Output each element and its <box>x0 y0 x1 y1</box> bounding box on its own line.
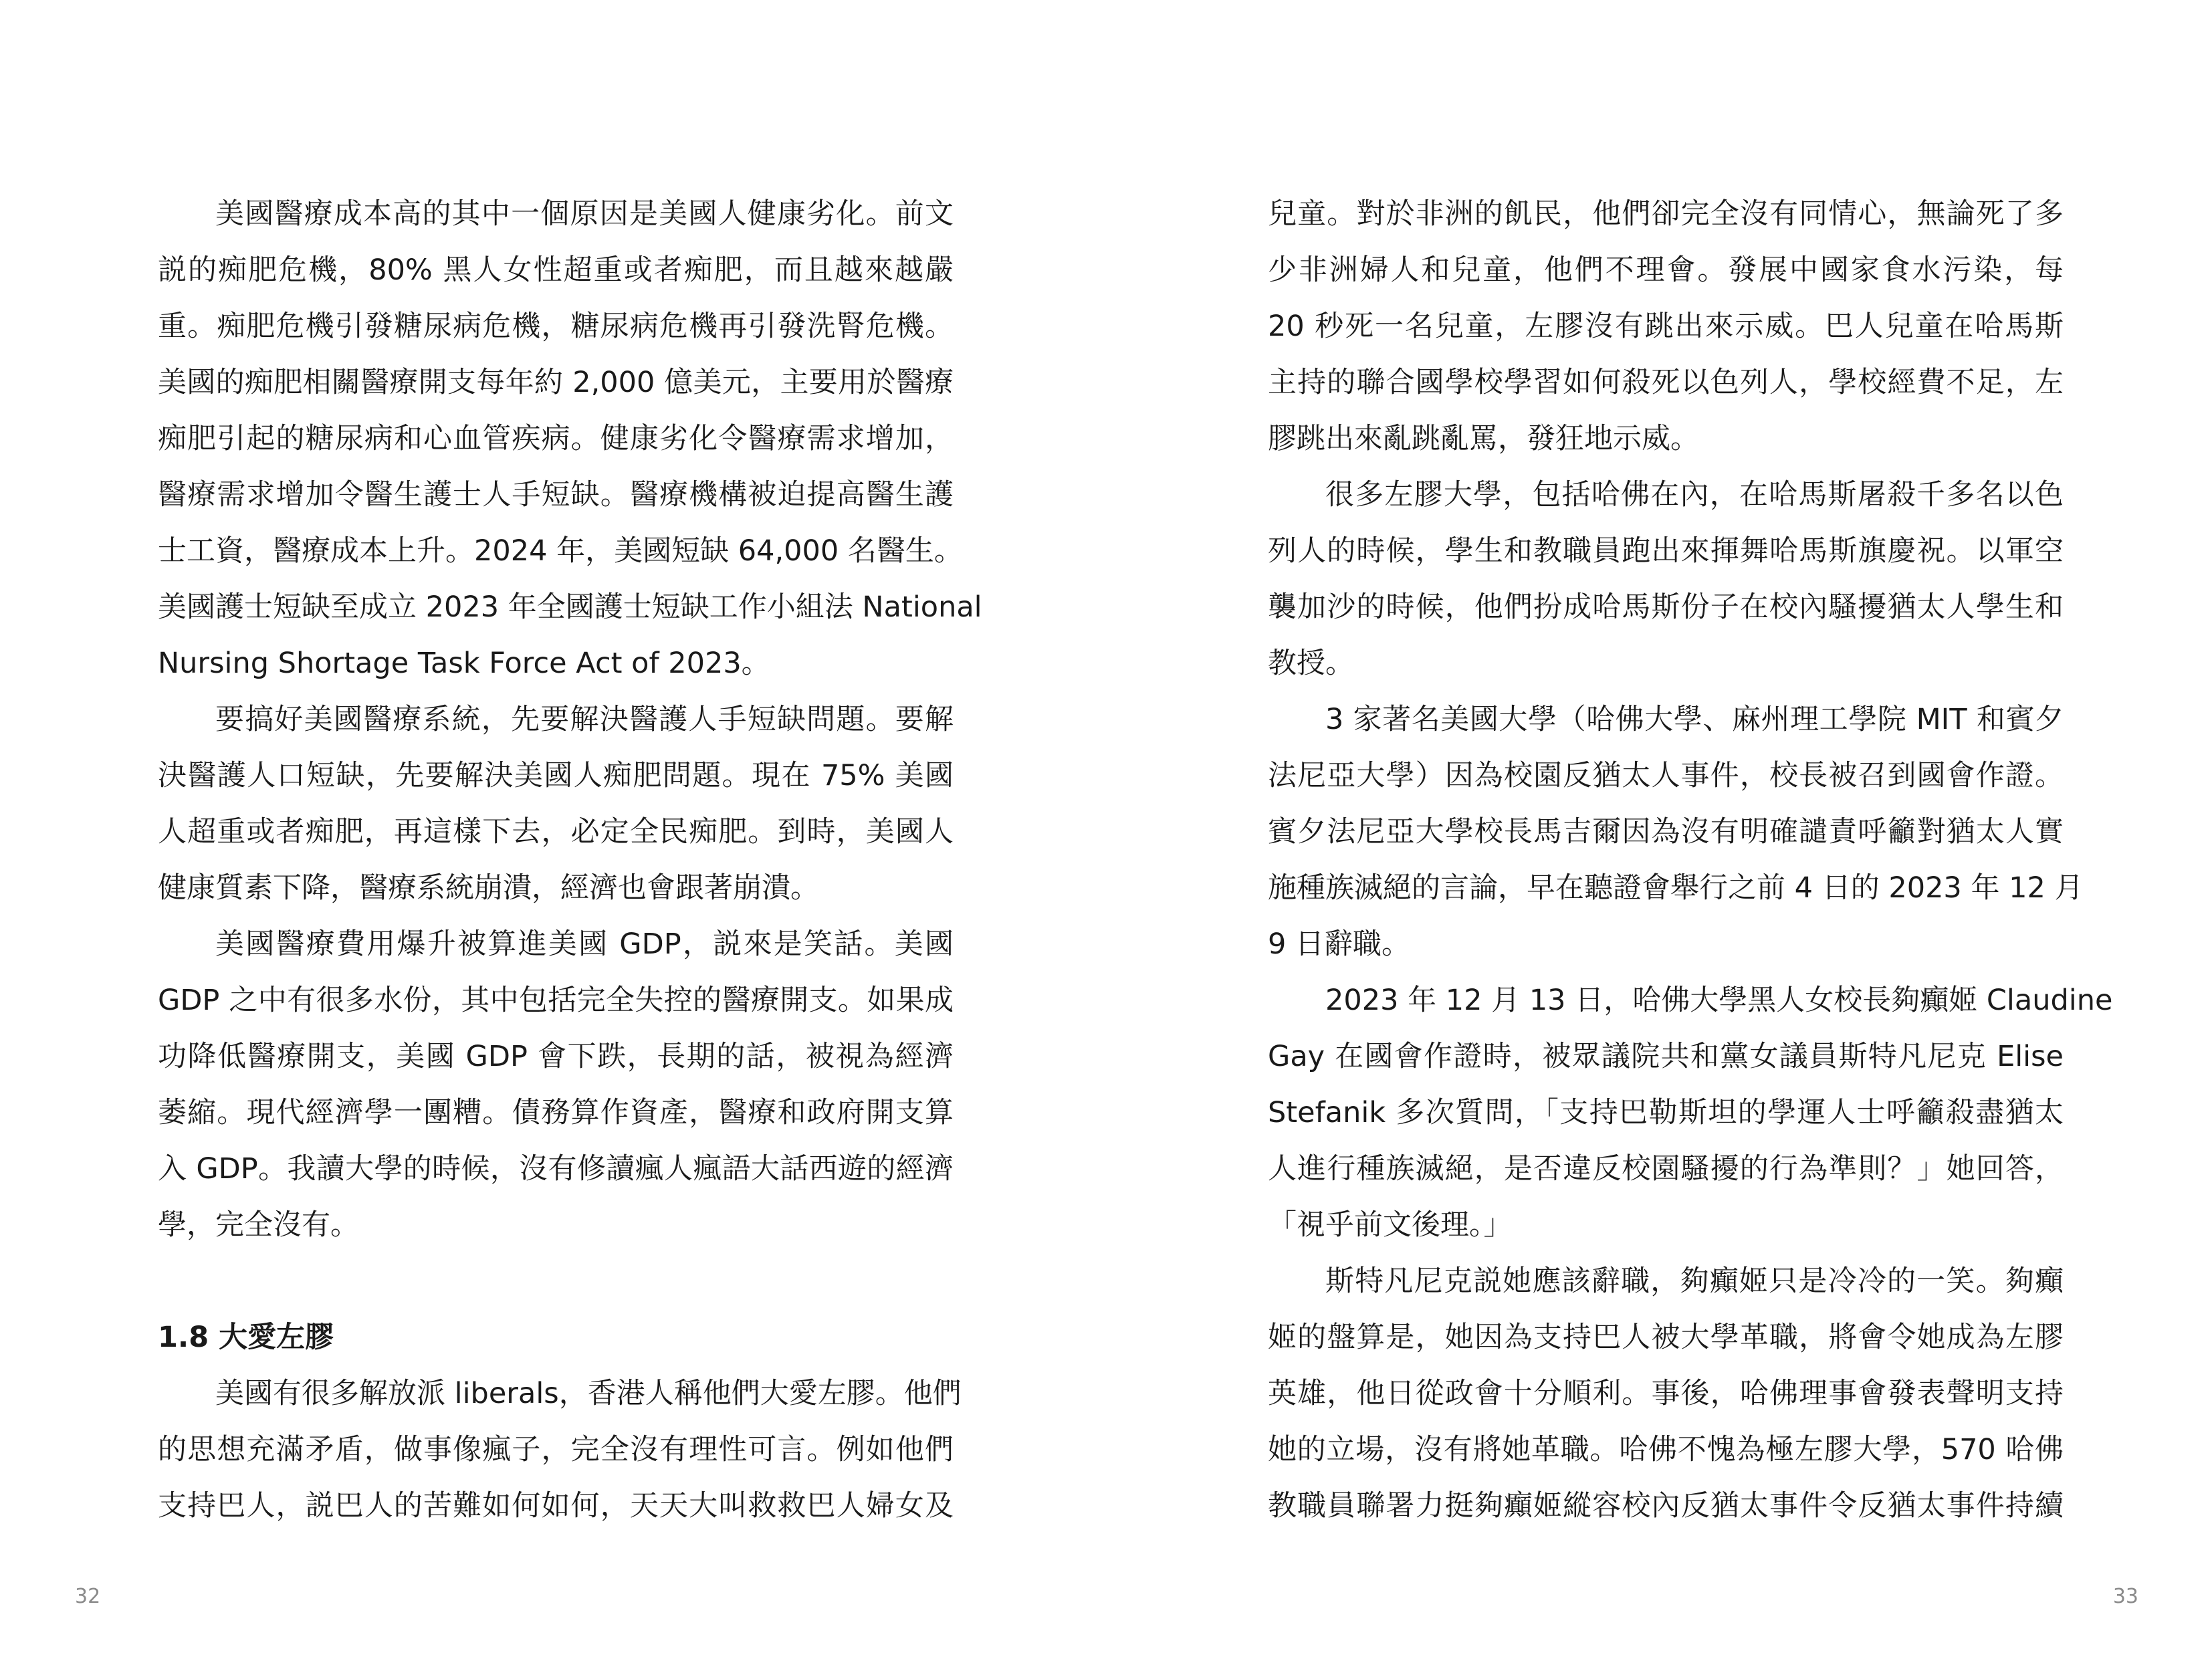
text-line: 2023 年 12 月 13 日，哈佛大學黑人女校長夠癲姬 Claudine <box>1325 984 2113 1017</box>
text-line: 美國的痴肥相關醫療開支每年約 2,000 億美元，主要用於醫療 <box>158 366 954 399</box>
text-line: 美國醫療費用爆升被算進美國 GDP，説來是笑話。美國 <box>215 927 954 961</box>
text-line: 兒童。對於非洲的飢民，他們卻完全沒有同情心，無論死了多 <box>1268 197 2064 231</box>
text-line: 支持巴人，説巴人的苦難如何如何，天天大叫救救巴人婦女及 <box>158 1489 954 1523</box>
text-line: 痴肥引起的糖尿病和心血管疾病。健康劣化令醫療需求增加， <box>158 422 954 455</box>
text-line: 決醫護人口短缺，先要解決美國人痴肥問題。現在 75% 美國 <box>158 759 954 792</box>
text-line: 少非洲婦人和兒童，他們不理會。發展中國家食水污染，每 <box>1268 253 2064 287</box>
text-line: 膠跳出來亂跳亂罵，發狂地示威。 <box>1268 422 1699 455</box>
text-line: 教職員聯署力挺夠癲姬縱容校內反猶太事件令反猶太事件持續 <box>1268 1489 2064 1523</box>
text-line: 士工資，醫療成本上升。2024 年，美國短缺 64,000 名醫生。 <box>158 534 963 568</box>
text-line: 施種族滅絕的言論，早在聽證會舉行之前 4 日的 2023 年 12 月 <box>1268 871 2084 905</box>
text-line: 健康質素下降，醫療系統崩潰，經濟也會跟著崩潰。 <box>158 871 819 905</box>
text-line: 要搞好美國醫療系統，先要解決醫護人手短缺問題。要解 <box>215 703 954 736</box>
text-line: 人進行種族滅絕，是否違反校園騷擾的行為準則？」她回答， <box>1268 1152 2064 1186</box>
text-line: 3 家著名美國大學（哈佛大學、麻州理工學院 MIT 和賓夕 <box>1325 703 2064 736</box>
text-line: Stefanik 多次質問，「支持巴勒斯坦的學運人士呼籲殺盡猶太 <box>1268 1096 2064 1129</box>
text-line: 萎縮。現代經濟學一團糟。債務算作資產，醫療和政府開支算 <box>158 1096 954 1129</box>
text-line: 醫療需求增加令醫生護士人手短缺。醫療機構被迫提高醫生護 <box>158 478 954 512</box>
text-line: 很多左膠大學，包括哈佛在內，在哈馬斯屠殺千多名以色 <box>1325 478 2064 512</box>
left-page-body <box>158 186 982 1534</box>
right-page <box>1106 0 2212 1659</box>
text-line: 姬的盤算是，她因為支持巴人被大學革職，將會令她成為左膠 <box>1268 1321 2064 1354</box>
text-line: 20 秒死一名兒童，左膠沒有跳出來示威。巴人兒童在哈馬斯 <box>1268 310 2064 343</box>
text-line: 教授。 <box>1268 647 1354 680</box>
text-line: Nursing Shortage Task Force Act of 2023。 <box>158 647 770 680</box>
text-line: 法尼亞大學）因為校園反猶太人事件，校長被召到國會作證。 <box>1268 759 2064 792</box>
text-line: 斯特凡尼克説她應該辭職，夠癲姬只是冷冷的一笑。夠癲 <box>1325 1264 2064 1298</box>
text-line: 美國護士短缺至成立 2023 年全國護士短缺工作小組法 National <box>158 590 982 624</box>
text-line: 9 日辭職。 <box>1268 927 1411 961</box>
text-line: 美國有很多解放派 liberals，香港人稱他們大愛左膠。他們 <box>215 1377 962 1410</box>
text-line: 主持的聯合國學校學習如何殺死以色列人，學校經費不足，左 <box>1268 366 2064 399</box>
text-line: 學，完全沒有。 <box>158 1208 359 1242</box>
page-number: 33 <box>2112 1585 2138 1608</box>
text-line: 「視乎前文後理。」 <box>1268 1208 1513 1242</box>
text-line: 的思想充滿矛盾，做事像瘋子，完全沒有理性可言。例如他們 <box>158 1433 954 1466</box>
section-heading: 1.8 大愛左膠 <box>158 1321 334 1354</box>
text-line: 襲加沙的時候，他們扮成哈馬斯份子在校內騷擾猶太人學生和 <box>1268 590 2064 624</box>
text-line: 賓夕法尼亞大學校長馬吉爾因為沒有明確譴責呼籲對猶太人實 <box>1268 815 2064 849</box>
text-line: 功降低醫療開支，美國 GDP 會下跌，長期的話，被視為經濟 <box>158 1040 954 1073</box>
text-line: 入 GDP。我讀大學的時候，沒有修讀瘋人瘋語大話西遊的經濟 <box>158 1152 954 1186</box>
text-line: Gay 在國會作證時，被眾議院共和黨女議員斯特凡尼克 Elise <box>1268 1040 2064 1073</box>
text-line: GDP 之中有很多水份，其中包括完全失控的醫療開支。如果成 <box>158 984 954 1017</box>
right-page-body <box>1268 186 2113 1534</box>
text-line: 重。痴肥危機引發糖尿病危機，糖尿病危機再引發洗腎危機。 <box>158 310 954 343</box>
paragraph-spacer <box>158 1253 954 1309</box>
text-line: 美國醫療成本高的其中一個原因是美國人健康劣化。前文 <box>215 197 954 231</box>
text-line: 英雄，他日從政會十分順利。事後，哈佛理事會發表聲明支持 <box>1268 1377 2064 1410</box>
text-line: 説的痴肥危機，80% 黑人女性超重或者痴肥，而且越來越嚴 <box>158 253 954 287</box>
text-line: 列人的時候，學生和教職員跑出來揮舞哈馬斯旗慶祝。以軍空 <box>1268 534 2064 568</box>
page-number: 32 <box>75 1585 101 1608</box>
text-line: 人超重或者痴肥，再這樣下去，必定全民痴肥。到時，美國人 <box>158 815 954 849</box>
text-line: 她的立場，沒有將她革職。哈佛不愧為極左膠大學，570 哈佛 <box>1268 1433 2064 1466</box>
